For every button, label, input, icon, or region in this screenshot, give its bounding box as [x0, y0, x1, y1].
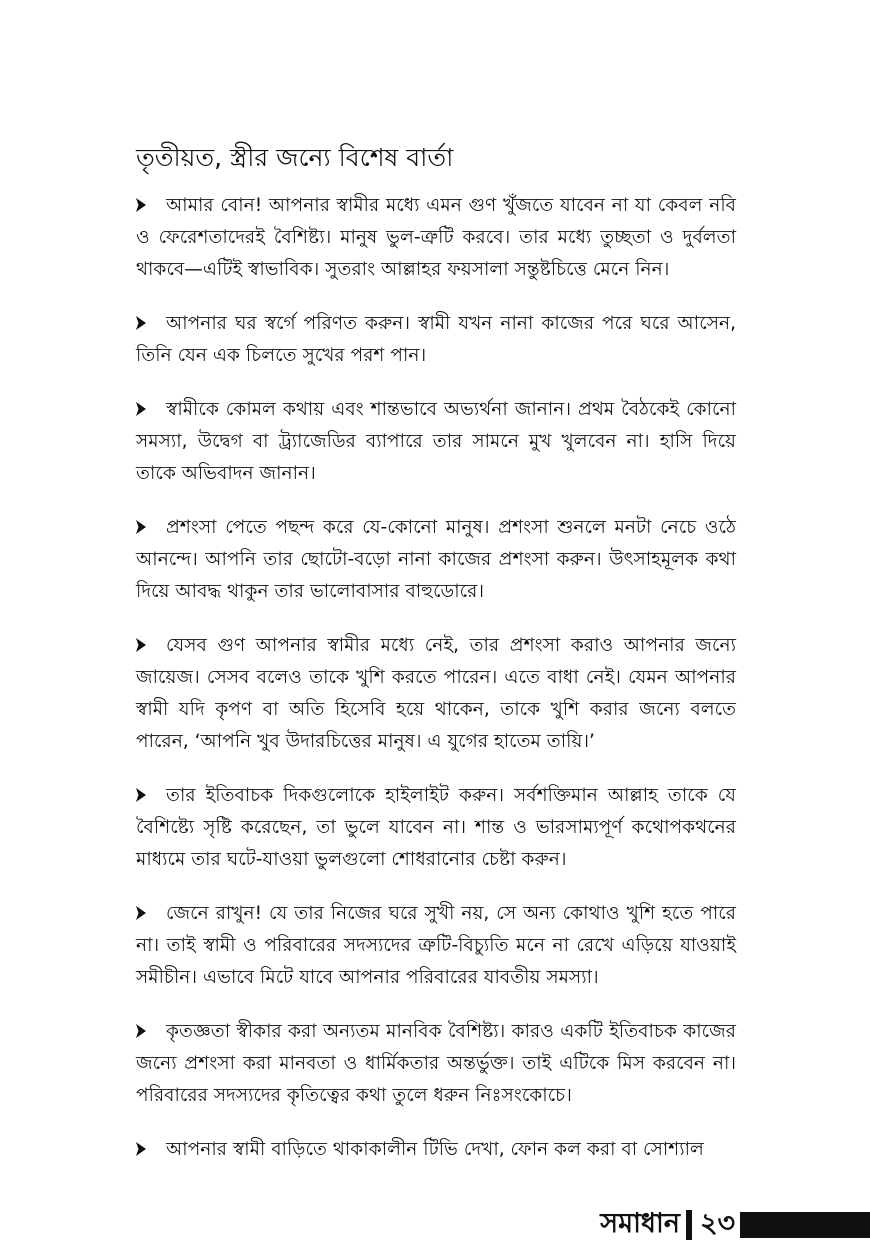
arrow-bullet-icon	[136, 1024, 146, 1038]
list-item	[136, 512, 736, 608]
section-heading: তৃতীয়ত, স্ত্রীর জন্যে বিশেষ বার্তা	[136, 143, 454, 172]
arrow-bullet-icon	[136, 1142, 146, 1156]
footer-divider	[686, 1210, 692, 1240]
page-footer	[0, 1204, 870, 1244]
list-item-text: কৃতজ্ঞতা স্বীকার করা অন্যতম মানবিক বৈশিষ্ট্য। কারও একটি ইতিবাচক কাজের জন্যে প্রশংসা করা মানবতা ও ধার্মিকতার অন্তর্ভুক্ত। তাই এটিকে মিস করবেন না। পরিবারের সদস্যদের কৃতিত্বের কথা তুলে ধরুন নিঃসংকোচে।	[136, 1021, 736, 1106]
arrow-bullet-icon	[136, 520, 146, 534]
list-item	[136, 1016, 736, 1112]
arrow-bullet-icon	[136, 638, 146, 652]
footer-bar	[740, 1212, 870, 1238]
arrow-bullet-icon	[136, 402, 146, 416]
list-item-text: প্রশংসা পেতে পছন্দ করে যে-কোনো মানুষ। প্রশংসা শুনলে মনটা নেচে ওঠে আনন্দে। আপনি তার ছোটো-বড়ো নানা কাজের প্রশংসা করুন। উৎসাহমূলক কথা দিয়ে আবদ্ধ থাকুন তার ভালোবাসার বাহুডোরে।	[136, 517, 736, 602]
list-item-text: তার ইতিবাচক দিকগুলোকে হাইলাইট করুন। সর্বশক্তিমান আল্লাহ তাকে যে বৈশিষ্ট্যে সৃষ্টি করেছেন, তা ভুলে যাবেন না। শান্ত ও ভারসাম্যপূর্ণ কথোপকথনের মাধ্যমে তার ঘটে-যাওয়া ভুলগুলো শোধরানোর চেষ্টা করুন।	[136, 785, 736, 870]
list-item	[136, 630, 736, 758]
list-item	[136, 780, 736, 876]
page-number: ২৩	[700, 1208, 736, 1239]
arrow-bullet-icon	[136, 788, 146, 802]
book-title: সমাধান	[600, 1208, 680, 1239]
list-item	[136, 1134, 736, 1166]
list-item-text: স্বামীকে কোমল কথায় এবং শান্তভাবে অভ্যর্থনা জানান। প্রথম বৈঠকেই কোনো সমস্যা, উদ্বেগ বা ট্র্যাজেডির ব্যাপারে তার সামনে মুখ খুলবেন না। হাসি দিয়ে তাকে অভিবাদন জানান।	[136, 399, 736, 484]
list-item	[136, 898, 736, 994]
list-item-text: আপনার ঘর স্বর্গে পরিণত করুন। স্বামী যখন নানা কাজের পরে ঘরে আসেন, তিনি যেন এক চিলতে সুখের পরশ পান।	[136, 313, 736, 366]
list-item-text: যেসব গুণ আপনার স্বামীর মধ্যে নেই, তার প্রশংসা করাও আপনার জন্যে জায়েজ। সেসব বলেও তাকে খুশি করতে পারেন। এতে বাধা নেই। যেমন আপনার স্বামী যদি কৃপণ বা অতি হিসেবি হয়ে থাকেন, তাকে খুশি করার জন্যে বলতে পারেন, ‘আপনি খুব উদারচিত্তের মানুষ। এ যুগের হাতেম তায়ি।’	[136, 635, 736, 752]
arrow-bullet-icon	[136, 906, 146, 920]
list-item	[136, 308, 736, 372]
bullet-list	[136, 190, 736, 1188]
arrow-bullet-icon	[136, 198, 146, 212]
list-item	[136, 394, 736, 490]
list-item-text: জেনে রাখুন! যে তার নিজের ঘরে সুখী নয়, সে অন্য কোথাও খুশি হতে পারে না। তাই স্বামী ও পরিবারের সদস্যদের ত্রুটি-বিচ্যুতি মনে না রেখে এড়িয়ে যাওয়াই সমীচীন। এভাবে মিটে যাবে আপনার পরিবারের যাবতীয় সমস্যা।	[136, 903, 736, 988]
list-item	[136, 190, 736, 286]
list-item-text: আপনার স্বামী বাড়িতে থাকাকালীন টিভি দেখা, ফোন কল করা বা সোশ্যাল	[166, 1139, 704, 1160]
arrow-bullet-icon	[136, 316, 146, 330]
list-item-text: আমার বোন! আপনার স্বামীর মধ্যে এমন গুণ খুঁজতে যাবেন না যা কেবল নবি ও ফেরেশতাদেরই বৈশিষ্ট্য। মানুষ ভুল-ত্রুটি করবে। তার মধ্যে তুচ্ছতা ও দুর্বলতা থাকবে—এটিই স্বাভাবিক। সুতরাং আল্লাহর ফয়সালা সন্তুষ্টচিত্তে মেনে নিন।	[136, 195, 736, 280]
